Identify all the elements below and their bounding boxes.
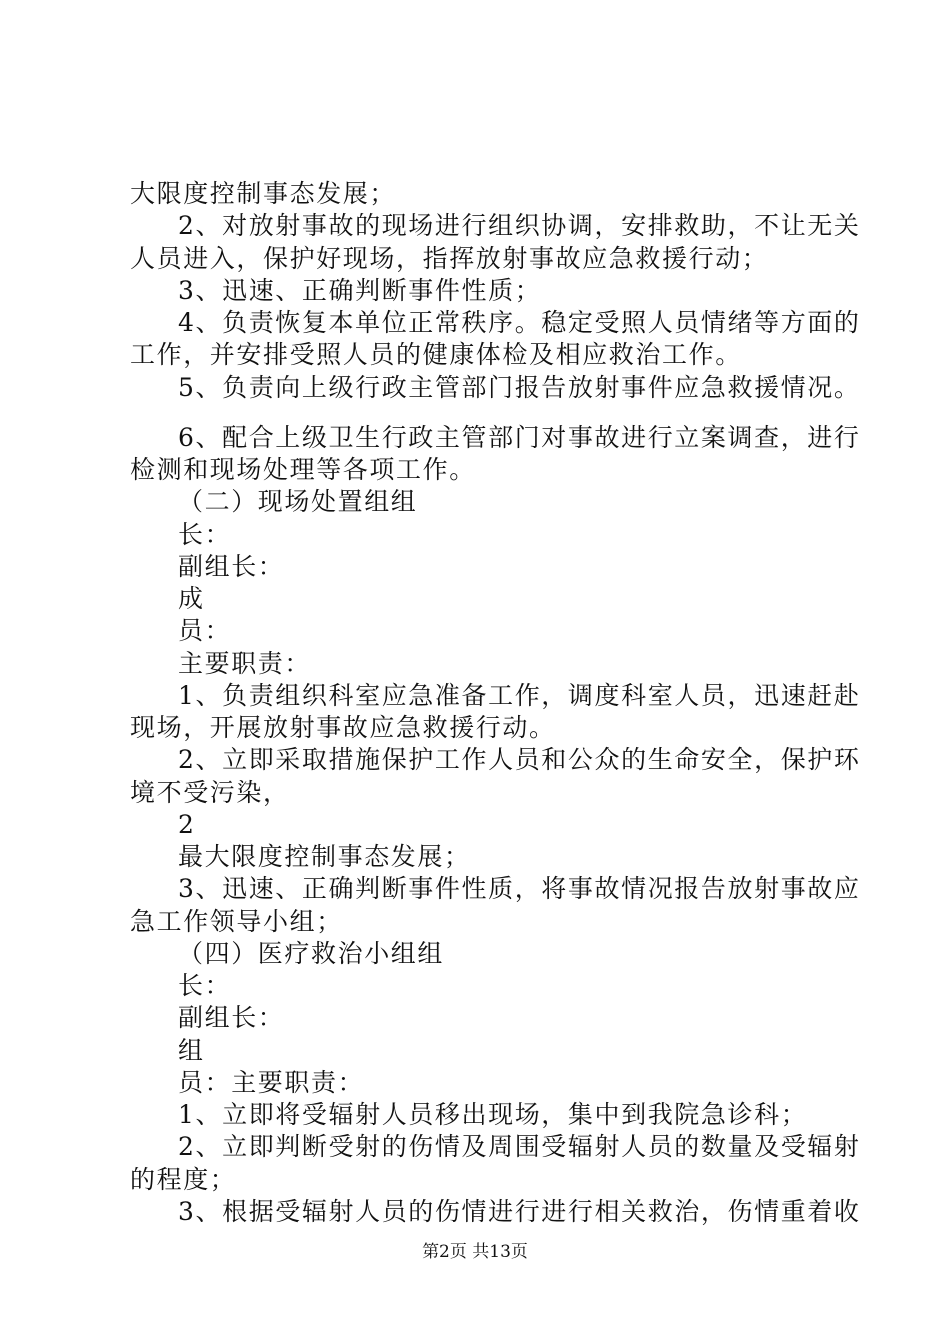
text-line: 现场，开展放射事故应急救援行动。	[130, 713, 556, 742]
text-line: 5、负责向上级行政主管部门报告放射事件应急救援情况。	[178, 373, 861, 402]
text-line: 2、立即判断受射的伤情及周围受辐射人员的数量及受辐射	[178, 1132, 861, 1161]
text-line: 3、迅速、正确判断事件性质；	[178, 276, 542, 305]
text-line: 组	[178, 1036, 205, 1065]
text-line: 最大限度控制事态发展；	[178, 842, 471, 871]
text-line: 3、迅速、正确判断事件性质，将事故情况报告放射事故应	[178, 874, 861, 903]
text-line: 员：主要职责：	[178, 1068, 365, 1097]
text-line: 2、立即采取措施保护工作人员和公众的生命安全，保护环	[178, 745, 861, 774]
text-line: 主要职责：	[178, 649, 312, 678]
text-line: 3、根据受辐射人员的伤情进行进行相关救治，伤情重着收	[178, 1197, 861, 1226]
text-line: 成	[178, 584, 205, 613]
text-line: 员：	[178, 616, 232, 645]
text-line: 副组长：	[178, 552, 285, 581]
text-line: 急工作领导小组；	[130, 907, 343, 936]
text-line: 1、负责组织科室应急准备工作，调度科室人员，迅速赶赴	[178, 681, 861, 710]
text-line: 副组长：	[178, 1003, 285, 1032]
text-line: 2	[178, 810, 196, 839]
text-line: 6、配合上级卫生行政主管部门对事故进行立案调查，进行	[178, 423, 861, 452]
text-line: 2、对放射事故的现场进行组织协调，安排救助，不让无关	[178, 211, 861, 240]
text-line: 长：	[178, 520, 232, 549]
text-line: 1、立即将受辐射人员移出现场，集中到我院急诊科；	[178, 1100, 808, 1129]
text-line: 长：	[178, 971, 232, 1000]
section-heading: （二）现场处置组组	[178, 487, 418, 516]
text-line: 人员进入，保护好现场，指挥放射事故应急救援行动；	[130, 244, 769, 273]
section-heading: （四）医疗救治小组组	[178, 939, 445, 968]
text-line: 大限度控制事态发展；	[130, 179, 397, 208]
text-line: 检测和现场处理等各项工作。	[130, 455, 476, 484]
text-line: 境不受污染，	[130, 778, 290, 807]
text-line: 4、负责恢复本单位正常秩序。稳定受照人员情绪等方面的	[178, 308, 861, 337]
page-number-footer: 第2页 共13页	[422, 1242, 528, 1262]
text-line: 工作，并安排受照人员的健康体检及相应救治工作。	[130, 340, 742, 369]
text-line: 的程度；	[130, 1165, 237, 1194]
